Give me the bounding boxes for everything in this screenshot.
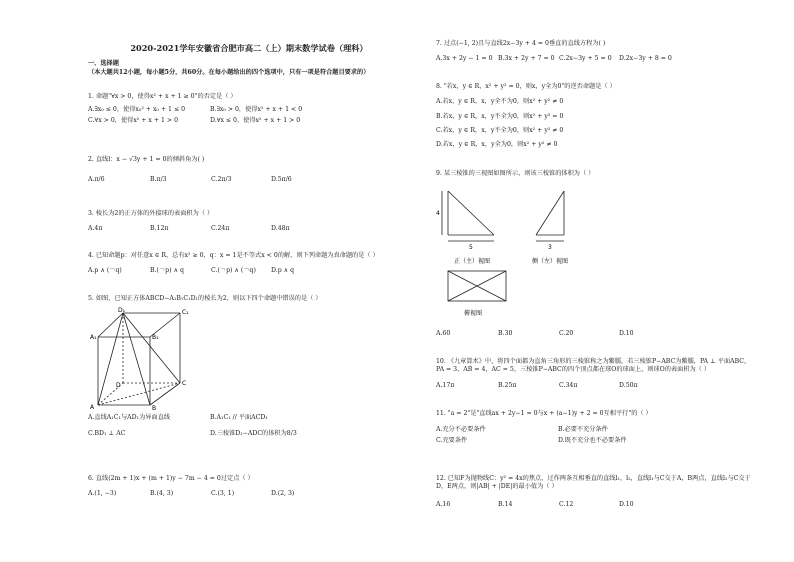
question-1-stem: 1. 命题"∀x > 0，使得x² + x + 1 ≥ 0"的否定是（ ） xyxy=(88,93,237,100)
q2-option-b[interactable]: B.π/3 xyxy=(150,176,167,183)
cube-label-b1: B₁ xyxy=(152,334,159,341)
q10-option-c[interactable]: C.34π xyxy=(559,382,578,389)
question-4-stem: 4. 已知命题p：对任意x ∈ R，总有x² ≥ 0，q：x = 1是不等式x < 0的解，则下列命题为真命题的是（ ） xyxy=(88,252,379,259)
q9-option-a[interactable]: A.60 xyxy=(436,330,451,337)
cube-label-d: D xyxy=(116,382,121,389)
q7-option-c[interactable]: C.2x−3y + 5 = 0 xyxy=(559,55,612,62)
q10-option-a[interactable]: A.17π xyxy=(436,382,455,389)
q5-option-b[interactable]: B.A₁C₁ // 平面ACD₁ xyxy=(210,414,268,421)
question-6-stem: 6. 直线(2m + 1)x + (m + 1)y − 7m − 4 = 0过定点（ ） xyxy=(88,475,254,482)
question-5-stem: 5. 如图，已知正方体ABCD−A₁B₁C₁D₁的棱长为2，则以下四个命题中错误的是（ ） xyxy=(88,295,322,302)
q11-option-d[interactable]: D.既不充分也不必要条件 xyxy=(558,437,627,444)
page-title: 2020-2021学年安徽省合肥市高二（上）期末数学试卷（理科） xyxy=(130,43,368,53)
q5-option-a[interactable]: A.直线A₁C₁与AD₁为异面直线 xyxy=(88,414,171,421)
cube-label-a: A xyxy=(90,404,95,411)
question-3-stem: 3. 棱长为2的正方体的外接球的表面积为（ ） xyxy=(88,210,214,217)
q11-option-c[interactable]: C.充要条件 xyxy=(436,437,468,444)
q2-option-a[interactable]: A.π/6 xyxy=(88,176,105,183)
q7-option-b[interactable]: B.3x + 2y + 7 = 0 xyxy=(498,55,555,62)
front-view-label: 正（主）视图 xyxy=(454,258,491,265)
q9-option-b[interactable]: B.30 xyxy=(498,330,513,337)
q3-option-d[interactable]: D.48π xyxy=(271,225,290,232)
q9-option-d[interactable]: D.10 xyxy=(619,330,634,337)
question-10-stem: 10. 《九章算术》中，将四个面都为直角三角形的三棱锥称之为鳖臑，若三棱锥P−ABC为鳖臑，PA ⊥ 平面ABC，PA = 3，AB = 4，AC = 5，三棱锥P−ABC的四个顶点都在球O的球面上，则球O的表面积为（ ） xyxy=(436,358,751,373)
cube-label-d1: D₁ xyxy=(118,307,126,314)
side-view-label: 侧（左）视图 xyxy=(532,258,569,265)
q8-option-c[interactable]: C.若x，y ∈ R，x，y不全为0，则x² + y² ≠ 0 xyxy=(436,127,564,134)
q6-option-a[interactable]: A.(1, −3) xyxy=(88,490,117,497)
question-11-stem: 11. "a = 2"是"直线ax + 2y−1 = 0与x + (a−1)y + 2 = 0互相平行"的（ ） xyxy=(436,410,652,417)
q10-option-b[interactable]: B.25π xyxy=(498,382,517,389)
question-12-stem: 12. 已知F为抛物线C：y² = 4x的焦点，过作两条互相垂直的直线l₁，l₂，直线l₁与C交于A，B两点，直线l₂与C交于D，E两点，则|AB| + |DE|的最小值为（ ） xyxy=(436,475,751,490)
q1-option-c[interactable]: C.∀x > 0，使得x² + x + 1 > 0 xyxy=(88,117,179,124)
top-view-label: 俯视图 xyxy=(464,310,483,317)
q6-option-b[interactable]: B.(4, 3) xyxy=(150,490,174,497)
question-7-stem: 7. 过点(−1, 2)且与直线2x−3y + 4 = 0垂直的直线方程为( ) xyxy=(436,40,606,47)
q7-option-d[interactable]: D.2x−3y + 8 = 0 xyxy=(619,55,672,62)
q2-option-d[interactable]: D.5π/6 xyxy=(271,176,292,183)
cube-label-c1: C₁ xyxy=(182,309,189,316)
q3-option-c[interactable]: C.24π xyxy=(211,225,230,232)
q1-option-a[interactable]: A.∃x₀ ≤ 0，使得x₀² + x₀ + 1 ≤ 0 xyxy=(88,106,186,113)
q7-option-a[interactable]: A.3x + 2y − 1 = 0 xyxy=(436,55,493,62)
q3-option-b[interactable]: B.12π xyxy=(150,225,169,232)
dim-5: 5 xyxy=(469,244,473,251)
cube-figure xyxy=(88,305,198,415)
q1-option-b[interactable]: B.∃x₀ > 0，使得x² + x + 1 < 0 xyxy=(210,106,303,113)
q8-option-a[interactable]: A.若x，y ∈ R，x，y全不为0，则x² + y² ≠ 0 xyxy=(436,98,564,105)
question-8-stem: 8. "若x，y ∈ R，x² + y² = 0，则x，y全为0"的逆否命题是（ ） xyxy=(436,83,616,90)
dim-3: 3 xyxy=(548,244,552,251)
q1-option-d[interactable]: D.∀x ≤ 0，使得x² + x + 1 > 0 xyxy=(210,117,301,124)
question-2-stem: 2. 直线l：x − √3y + 1 = 0的倾斜角为( ) xyxy=(88,156,205,163)
q4-option-d[interactable]: D.p ∧ q xyxy=(271,267,295,274)
q5-option-c[interactable]: C.BD₁ ⊥ AC xyxy=(88,430,126,437)
q3-option-a[interactable]: A.4π xyxy=(88,225,103,232)
q10-option-d[interactable]: D.50π xyxy=(619,382,638,389)
section-heading: 一、选择题 xyxy=(88,60,119,67)
q12-option-c[interactable]: C.12 xyxy=(559,501,574,508)
q11-option-a[interactable]: A.充分不必要条件 xyxy=(436,426,486,433)
three-view-figure xyxy=(436,183,616,323)
q6-option-d[interactable]: D.(2, 3) xyxy=(271,490,295,497)
q9-option-c[interactable]: C.20 xyxy=(559,330,574,337)
q8-option-b[interactable]: B.若x，y ∈ R，x，y不全为0，则x² + y² = 0 xyxy=(436,113,564,120)
q12-option-d[interactable]: D.10 xyxy=(619,501,634,508)
question-9-stem: 9. 某三棱锥的三视图如图所示，则该三棱锥的体积为（ ） xyxy=(436,170,595,177)
cube-label-c: C xyxy=(182,380,187,387)
cube-label-a1: A₁ xyxy=(90,334,97,341)
q8-option-d[interactable]: D.若x，y ∈ R，x，y全为0，则x² + y² ≠ 0 xyxy=(436,141,558,148)
q11-option-b[interactable]: B.必要不充分条件 xyxy=(558,426,608,433)
dim-4: 4 xyxy=(436,210,440,217)
q4-option-b[interactable]: B.(￢p) ∧ q xyxy=(150,267,184,274)
right-column xyxy=(436,0,758,562)
q5-option-d[interactable]: D.三棱锥D₁−ADC的体积为8/3 xyxy=(210,430,297,437)
q4-option-a[interactable]: A.p ∧ (￢q) xyxy=(88,267,122,274)
q6-option-c[interactable]: C.(3, 1) xyxy=(211,490,235,497)
q2-option-c[interactable]: C.2π/3 xyxy=(211,176,232,183)
q12-option-a[interactable]: A.16 xyxy=(436,501,451,508)
left-column xyxy=(88,0,410,562)
cube-label-b: B xyxy=(152,405,157,412)
q4-option-c[interactable]: C.(￢p) ∧ (￢q) xyxy=(211,267,256,274)
section-note: （本大题共12小题，每小题5分，共60分。在每小题给出的四个选项中，只有一项是符合题目要求的） xyxy=(88,69,370,76)
q12-option-b[interactable]: B.14 xyxy=(498,501,513,508)
